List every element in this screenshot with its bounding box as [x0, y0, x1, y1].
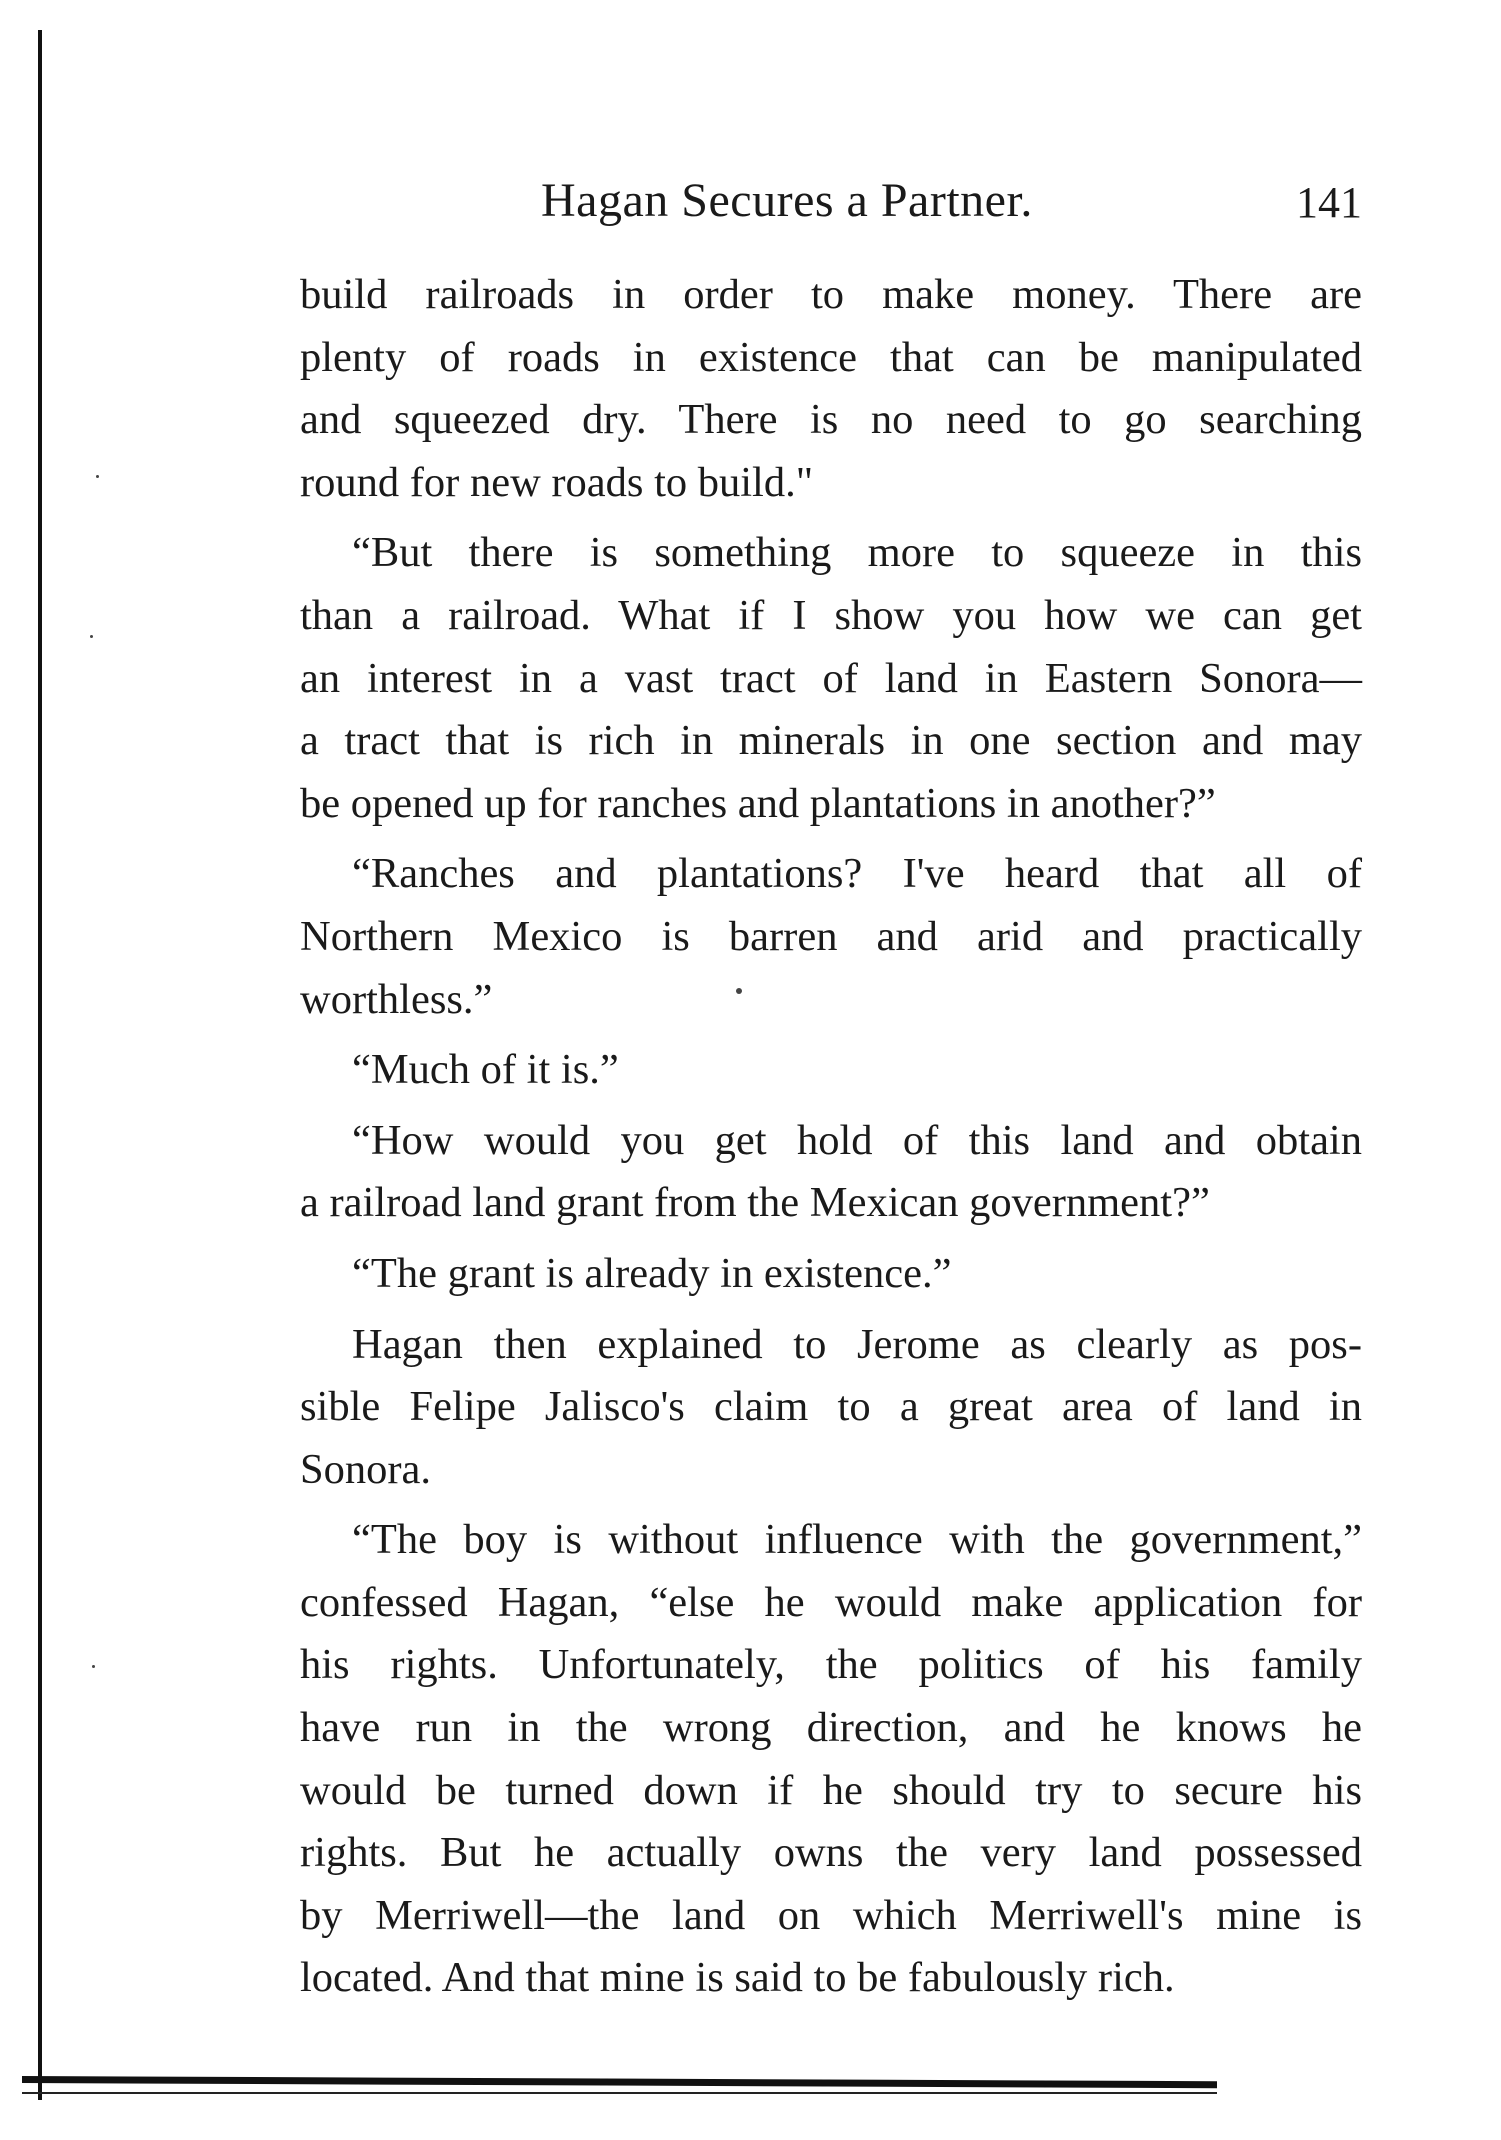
text-line: rights. But he actually owns the very land possessed	[300, 1829, 1362, 1877]
body-text	[300, 264, 1362, 2018]
paragraph	[300, 264, 1362, 514]
text-line: located. And that mine is said to be fabulously rich.	[300, 1954, 1175, 2002]
text-line: have run in the wrong direction, and he knows he	[300, 1704, 1362, 1752]
text-line: sible Felipe Jalisco's claim to a great area of land in	[300, 1383, 1362, 1431]
text-line: Hagan then explained to Jerome as clearly as pos-	[352, 1320, 1362, 1368]
paragraph	[300, 1314, 1362, 1502]
text-line: an interest in a vast tract of land in Eastern Sonora—	[300, 654, 1362, 702]
paragraph	[300, 1509, 1362, 2010]
bottom-rule-thin	[22, 2092, 1217, 2094]
print-speck	[96, 475, 99, 478]
text-line: a tract that is rich in minerals in one section and may	[300, 717, 1362, 765]
text-line: confessed Hagan, “else he would make application for	[300, 1578, 1362, 1626]
paragraph	[300, 843, 1362, 1031]
print-speck	[90, 635, 93, 638]
text-line: “The grant is already in existence.”	[352, 1249, 952, 1297]
text-line: by Merriwell—the land on which Merriwell's mine is	[300, 1891, 1362, 1939]
text-line: “Ranches and plantations? I've heard that all of	[352, 850, 1362, 898]
text-line: “Much of it is.”	[352, 1046, 619, 1094]
bottom-rule	[22, 2076, 1217, 2088]
text-line: Northern Mexico is barren and arid and practically	[300, 912, 1362, 960]
text-line: “How would you get hold of this land and obtain	[352, 1116, 1362, 1164]
text-line: “The boy is without influence with the government,”	[352, 1516, 1362, 1564]
text-line: build railroads in order to make money. There are	[300, 271, 1362, 318]
print-speck	[92, 1665, 95, 1668]
paragraph	[300, 1110, 1362, 1235]
text-line: a railroad land grant from the Mexican government?”	[300, 1179, 1210, 1227]
text-line: be opened up for ranches and plantations in another?”	[300, 779, 1216, 827]
running-title: Hagan Secures a Partner.	[541, 174, 1033, 227]
text-line: would be turned down if he should try to secure his	[300, 1766, 1362, 1814]
print-speck	[736, 988, 742, 994]
text-line: “But there is something more to squeeze in this	[352, 529, 1362, 577]
page-spine-rule	[38, 30, 42, 2100]
paragraph	[300, 1243, 1362, 1306]
text-line: worthless.”	[300, 975, 493, 1023]
page-number: 141	[1296, 178, 1362, 227]
text-line: and squeezed dry. There is no need to go searching	[300, 396, 1362, 444]
text-line: Sonora.	[300, 1445, 432, 1493]
paragraph	[300, 522, 1362, 835]
page-header	[300, 173, 1362, 233]
text-line: plenty of roads in existence that can be manipulated	[300, 333, 1362, 381]
text-line: than a railroad. What if I show you how we can get	[300, 591, 1362, 639]
text-line: his rights. Unfortunately, the politics of his family	[300, 1641, 1362, 1689]
paragraph	[300, 1039, 1362, 1102]
text-line: round for new roads to build."	[300, 458, 814, 506]
